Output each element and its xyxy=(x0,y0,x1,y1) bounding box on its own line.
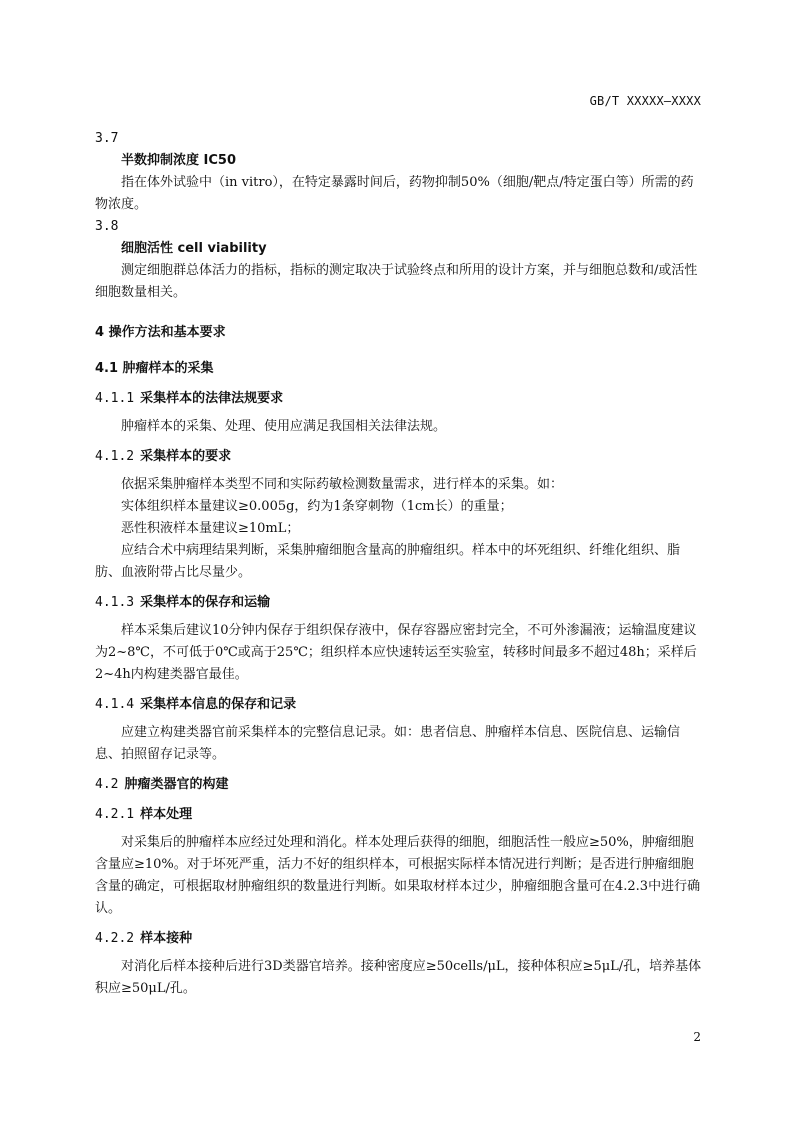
heading-4-2 xyxy=(95,774,705,796)
para-4-1-2-line4: 应结合术中病理结果判断，采集肿瘤细胞含量高的肿瘤组织。样本中的坏死组织、纤维化组织、脂肪、血液附带占比尽量少。 xyxy=(95,543,681,580)
heading-4-2-2-number: 4.2.2 xyxy=(95,931,135,946)
page-body xyxy=(95,128,705,1000)
para-4-1-2-line2: 实体组织样本量建议≥0.005g，约为1条穿刺物（1cm长）的重量； xyxy=(121,499,513,514)
para-4-1-2-line1: 依据采集肿瘤样本类型不同和实际药敏检测数量需求，进行样本的采集。如： xyxy=(121,477,564,492)
document-code: GB/T XXXXX—XXXX xyxy=(589,94,701,108)
para-4-2-2: 对消化后样本接种后进行3D类器官培养。接种密度应≥50cells/μL，接种体积应≥5μL/孔，培养基体积应≥50μL/孔。 xyxy=(95,959,702,996)
para-4-1-2-line3: 恶性积液样本量建议≥10mL； xyxy=(121,521,300,536)
heading-4-2-2 xyxy=(95,928,705,950)
para-4-1-1: 肿瘤样本的采集、处理、使用应满足我国相关法律法规。 xyxy=(121,419,447,434)
definition-cell-viability: 测定细胞群总体活力的指标，指标的测定取决于试验终点和所用的设计方案，并与细胞总数和/或活性细胞数量相关。 xyxy=(95,263,698,300)
heading-4-1-4 xyxy=(95,694,705,716)
heading-4-1-1-title: 采集样本的法律法规要求 xyxy=(140,391,284,406)
definition-ic50: 指在体外试验中（in vitro），在特定暴露时间后，药物抑制50%（细胞/靶点/特定蛋白等）所需的药物浓度。 xyxy=(95,175,694,212)
heading-4-2-number: 4.2 xyxy=(95,777,119,792)
heading-4-1-3-number: 4.1.3 xyxy=(95,595,135,610)
page-number: 2 xyxy=(693,1030,701,1044)
para-4-1-4: 应建立构建类器官前采集样本的完整信息记录。如：患者信息、肿瘤样本信息、医院信息、运输信息、拍照留存记录等。 xyxy=(95,725,681,762)
heading-4-1-3-title: 采集样本的保存和运输 xyxy=(140,595,271,610)
heading-4-1-2-title: 采集样本的要求 xyxy=(140,449,232,464)
heading-4-1-4-number: 4.1.4 xyxy=(95,697,135,712)
heading-4-1: 4.1 肿瘤样本的采集 xyxy=(95,361,214,376)
clause-number-3-7: 3.7 xyxy=(95,131,119,146)
term-ic50: 半数抑制浓度 IC50 xyxy=(121,153,236,168)
heading-4-1-1-number: 4.1.1 xyxy=(95,391,135,406)
heading-4-1-4-title: 采集样本信息的保存和记录 xyxy=(140,697,297,712)
heading-4: 4 操作方法和基本要求 xyxy=(95,325,226,340)
heading-4-1-3 xyxy=(95,592,705,614)
para-4-2-1: 对采集后的肿瘤样本应经过处理和消化。样本处理后获得的细胞，细胞活性一般应≥50%，肿瘤细胞含量应≥10%。对于坏死严重，活力不好的组织样本，可根据实际样本情况进行判断；是否进行肿瘤细胞含量的确定，可根据取材肿瘤组织的数量进行判断。如果取材样本过少，肿瘤细胞含量可在4.2.3中进行确认。 xyxy=(95,835,701,916)
term-cell-viability: 细胞活性 cell viability xyxy=(121,241,267,256)
heading-4-2-1-number: 4.2.1 xyxy=(95,807,135,822)
heading-4-2-1 xyxy=(95,804,705,826)
heading-4-1-1 xyxy=(95,388,705,410)
heading-4-2-2-title: 样本接种 xyxy=(140,931,193,946)
heading-4-2-1-title: 样本处理 xyxy=(140,807,193,822)
heading-4-1-2 xyxy=(95,446,705,468)
para-4-1-3: 样本采集后建议10分钟内保存于组织保存液中，保存容器应密封完全，不可外渗漏液；运输温度建议为2~8℃，不可低于0℃或高于25℃；组织样本应快速转运至实验室，转移时间最多不超过48h；采样后2~4h内构建类器官最佳。 xyxy=(95,623,697,682)
heading-4-1-2-number: 4.1.2 xyxy=(95,449,135,464)
heading-4-2-title: 肿瘤类器官的构建 xyxy=(124,777,229,792)
clause-number-3-8: 3.8 xyxy=(95,219,119,234)
